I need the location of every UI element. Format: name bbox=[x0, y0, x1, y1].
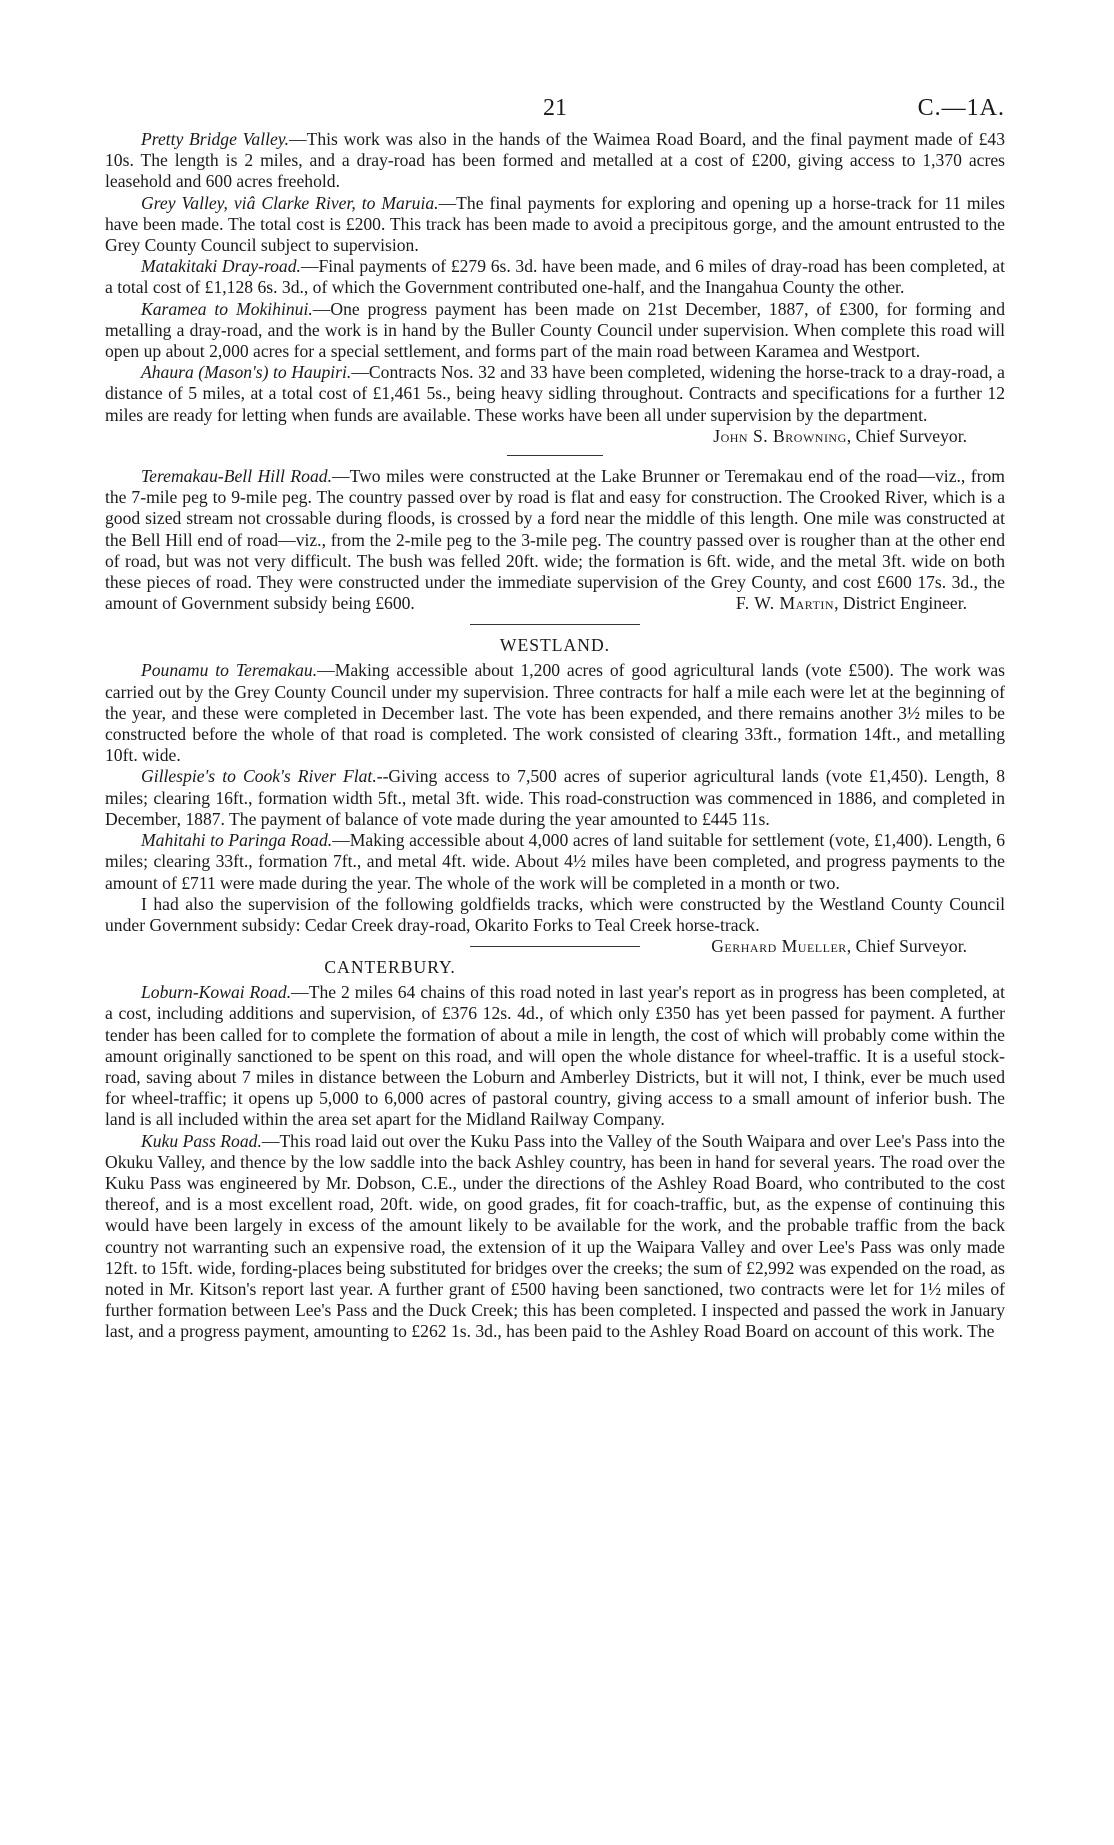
paragraph-title: Kuku Pass Road. bbox=[141, 1130, 262, 1151]
paragraph-body: —Making accessible about 1,200 acres of good agricultural lands (vote £500). The work was carried out by the Grey County Council under my supervision. Three contracts for half a mile each were let at the beginning of the year, and these were completed in December last. The vote has been expended, and there remains another 3½ miles to be constructed before the whole of that road is completed. The work consisted of clearing 33ft., formation 14ft., and metalling 10ft. wide. bbox=[105, 660, 1005, 766]
section-heading: CANTERBURY. bbox=[324, 957, 456, 978]
signature bbox=[675, 936, 1005, 957]
section-heading: WESTLAND. bbox=[499, 635, 611, 656]
westland-section bbox=[105, 635, 1005, 957]
paragraph bbox=[105, 299, 1005, 363]
paragraph-title: Ahaura (Mason's) to Haupiri. bbox=[141, 362, 352, 383]
paragraph bbox=[105, 766, 1005, 830]
paragraph bbox=[105, 830, 1005, 894]
paragraph-body: —Making accessible about 4,000 acres of land suitable for settlement (vote, £1,400). Length, 6 miles; clearing 33ft., formation 7ft., and metal 4ft. wide. About 4½ miles have been completed, and progress payments to the amount of £711 were made during the year. The whole of the work will be completed in a month or two. bbox=[105, 830, 1005, 893]
paragraph-title: Loburn-Kowai Road. bbox=[141, 982, 292, 1003]
signature bbox=[700, 593, 1005, 614]
signature-name: John S. Browning bbox=[713, 425, 847, 446]
paragraph bbox=[105, 982, 1005, 1130]
page-number: 21 bbox=[543, 95, 567, 121]
paragraph-body: I had also the supervision of the following goldfields tracks, which were constructed by the Westland County Council under Government subsidy: Cedar Creek dray-road, Okarito Forks to Teal Creek horse-track. bbox=[105, 893, 1005, 935]
signature-role: , Chief Surveyor. bbox=[846, 425, 967, 446]
divider bbox=[470, 624, 640, 625]
teremakau-section bbox=[105, 466, 1005, 614]
paragraph bbox=[105, 193, 1005, 257]
paragraph-body: --Giving access to 7,500 acres of superior agricultural lands (vote £1,450). Length, 8 miles; clearing 16ft., formation width 5ft., metal 3ft. wide. This road-construction was commenced in 1886, and completed in December, 1887. The payment of balance of vote made during the year amounted to £445 11s. bbox=[105, 766, 1005, 829]
paragraph-body: —The final payments for exploring and opening up a horse-track for 11 miles have been made. The total cost is £200. This track has been made to avoid a precipitous gorge, and the amount entrusted to the Grey County Council subject to supervision. bbox=[105, 192, 1005, 256]
divider bbox=[470, 946, 640, 947]
intro-section bbox=[105, 129, 1005, 447]
paragraph-title: Karamea to Mokihinui. bbox=[141, 298, 313, 319]
paragraph-title: Matakitaki Dray-road. bbox=[141, 256, 301, 277]
paragraph-body: —This work was also in the hands of the Waimea Road Board, and the final payment made of £43 10s. The length is 2 miles, and a dray-road has been formed and metalled at a cost of £200, giving access to 1,370 acres leasehold and 600 acres freehold. bbox=[105, 129, 1005, 192]
page-header bbox=[105, 95, 1005, 129]
paragraph-body: —One progress payment has been made on 21st December, 1887, of £300, for forming and metalling a dray-road, and the work is in hand by the Buller County Council under supervision. When complete this road will open up about 2,000 acres for a special settlement, and forms part of the main road between Karamea and Westport. bbox=[105, 298, 1006, 362]
paragraph-title: Grey Valley, viâ Clarke River, to Maruia. bbox=[141, 192, 439, 213]
document-page bbox=[105, 95, 1005, 1343]
paragraph-title: Teremakau-Bell Hill Road. bbox=[141, 466, 332, 487]
paragraph bbox=[105, 660, 1005, 766]
paragraph-title: Pretty Bridge Valley. bbox=[141, 129, 290, 149]
paragraph-title: Gillespie's to Cook's River Flat. bbox=[141, 766, 377, 787]
paragraph-body: —The 2 miles 64 chains of this road noted in last year's report as in progress has been completed, at a cost, including additions and supervision, of £376 12s. 4d., of which only £350 has yet been passed for payment. A further tender has been called for to complete the formation of about a mile in length, the cost of which will probably come within the amount originally sanctioned to be spent on this road, and will open the whole distance for wheel-traffic. It is a useful stock-road, saving about 7 miles in distance between the Loburn and Amberley Districts, but it will not, I think, ever be much used for wheel-traffic; it opens up 5,000 to 6,000 acres of pastoral country, giving access to a small amount of inferior bush. The land is all included within the area set apart for the Midland Railway Company. bbox=[105, 982, 1005, 1130]
canterbury-section bbox=[105, 957, 1005, 1342]
signature-role: , Chief Surveyor. bbox=[846, 936, 967, 957]
signature-name: Gerhard Mueller bbox=[711, 936, 847, 957]
signature-name: F. W. Martin bbox=[735, 593, 835, 614]
paragraph bbox=[105, 1131, 1005, 1343]
paragraph-body: —Contracts Nos. 32 and 33 have been completed, widening the horse-track to a dray-road, a distance of 5 miles, at a total cost of £1,461 5s., being heavy sidling throughout. Contracts and specifications for a further 12 miles are ready for letting when funds are available. These works have been all under supervision by the department. bbox=[105, 362, 1005, 425]
paragraph bbox=[105, 256, 1005, 298]
paragraph-body: —This road laid out over the Kuku Pass into the Valley of the South Waipara and over Lee's Pass into the Okuku Valley, and thence by the low saddle into the back Ashley country, has been in hand for several years. The road over the Kuku Pass was engineered by Mr. Dobson, C.E., under the directions of the Ashley Road Board, who contributed to the cost thereof, and is a most excellent road, 20ft. wide, on good grades, fit for coach-traffic, but, as the expense of continuing this would have been largely in excess of the amount likely to be available for the work, and the probable traffic from the back country not warranting such an expensive road, the extension of it up the Waipara Valley and over Lee's Pass was only made 12ft. to 15ft. wide, fording-places being substituted for bridges over the creeks; the sum of £2,992 was expended on the road, as noted in Mr. Kitson's report last year. A further grant of £500 having been sanctioned, two contracts were let for 1½ miles of further formation between Lee's Pass and the Duck Creek; this has been completed. I inspected and passed the work in January last, and a progress payment, amounting to £262 1s. 3d., has been paid to the Ashley Road Board on account of this work. The bbox=[105, 1130, 1005, 1342]
paragraph bbox=[105, 129, 1005, 193]
paragraph bbox=[105, 362, 1005, 426]
signature-role: , District Engineer. bbox=[834, 593, 967, 614]
divider bbox=[507, 455, 603, 456]
paragraph bbox=[105, 893, 1005, 957]
document-reference: C.—1A. bbox=[917, 95, 1005, 121]
paragraph-body: —Final payments of £279 6s. 3d. have been made, and 6 miles of dray-road has been completed, at a total cost of £1,128 6s. 3d., of which the Government contributed one-half, and the Inangahua County the other. bbox=[105, 256, 1005, 298]
signature bbox=[105, 426, 1005, 447]
paragraph bbox=[105, 466, 1005, 614]
paragraph-body: —Two miles were constructed at the Lake Brunner or Teremakau end of the road—viz., from the 7-mile peg to 9-mile peg. The country passed over by road is flat and easy for construction. The Crooked River, which is a good sized stream not crossable during floods, is crossed by a ford near the middle of this length. One mile was constructed at the Bell Hill end of road—viz., from the 2-mile peg to the 3-mile peg. The country passed over is rougher than at the other end of road, but was not very difficult. The bush was felled 20ft. wide; the formation is 6ft. wide, and the metal 3ft. wide on both these pieces of road. They were constructed under the immediate supervision of the Grey County, and cost £600 17s. 3d., the amount of Government subsidy being £600. bbox=[105, 466, 1005, 614]
paragraph-title: Mahitahi to Paringa Road. bbox=[141, 830, 333, 851]
paragraph-title: Pounamu to Teremakau. bbox=[141, 660, 318, 681]
